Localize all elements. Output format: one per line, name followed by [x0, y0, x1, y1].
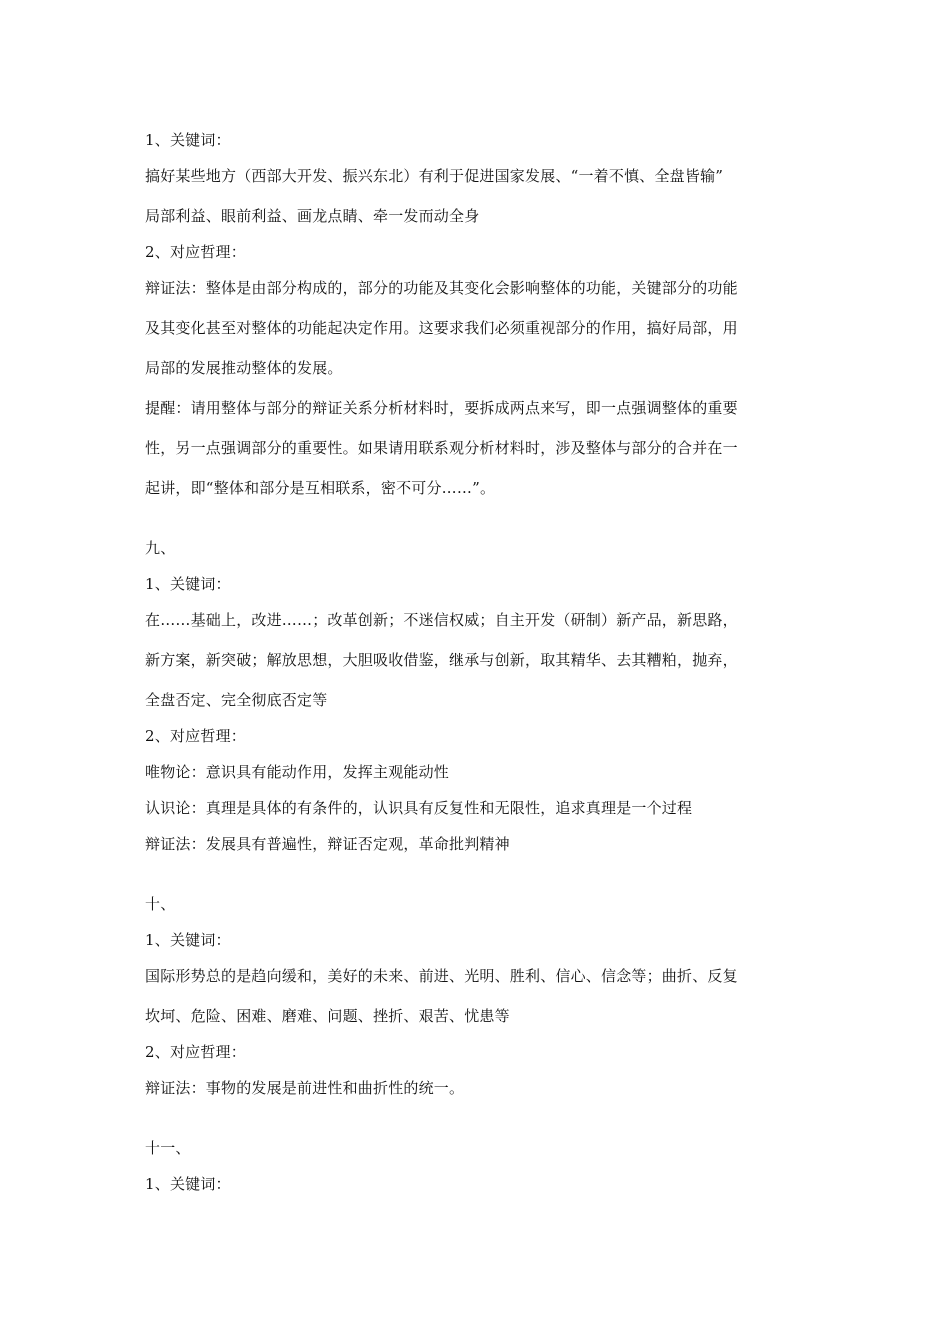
paragraph-line: 坎坷、危险、困难、磨难、问题、挫折、艰苦、忧患等	[145, 1007, 510, 1025]
paragraph-line: 辩证法：整体是由部分构成的，部分的功能及其变化会影响整体的功能，关键部分的功能	[145, 279, 738, 297]
paragraph-line: 辩证法：事物的发展是前进性和曲折性的统一。	[145, 1079, 465, 1097]
keyword-label: 1、关键词：	[145, 1175, 231, 1193]
keyword-label: 1、关键词：	[145, 575, 231, 593]
paragraph-line: 起讲，即“整体和部分是互相联系，密不可分……”。	[145, 479, 496, 497]
paragraph-line: 提醒：请用整体与部分的辩证关系分析材料时，要拆成两点来写，即一点强调整体的重要	[145, 399, 738, 417]
paragraph-line: 辩证法：发展具有普遍性，辩证否定观，革命批判精神	[145, 835, 510, 853]
section-heading: 十一、	[145, 1139, 191, 1157]
paragraph-line: 局部利益、眼前利益、画龙点睛、牵一发而动全身	[145, 207, 480, 225]
paragraph-line: 国际形势总的是趋向缓和，美好的未来、前进、光明、胜利、信心、信念等；曲折、反复	[145, 967, 738, 985]
keyword-label: 1、关键词：	[145, 131, 231, 149]
paragraph-line: 性，另一点强调部分的重要性。如果请用联系观分析材料时，涉及整体与部分的合并在一	[145, 439, 738, 457]
philosophy-label: 2、对应哲理：	[145, 727, 246, 745]
paragraph-line: 新方案，新突破；解放思想，大胆吸收借鉴，继承与创新，取其精华、去其糟粕，抛弃，	[145, 651, 738, 669]
paragraph-line: 唯物论：意识具有能动作用，发挥主观能动性	[145, 763, 450, 781]
keyword-label: 1、关键词：	[145, 931, 231, 949]
paragraph-line: 搞好某些地方（西部大开发、振兴东北）有利于促进国家发展、“一着不慎、全盘皆输”	[145, 167, 724, 185]
paragraph-line: 及其变化甚至对整体的功能起决定作用。这要求我们必须重视部分的作用，搞好局部，用	[145, 319, 738, 337]
section-heading: 九、	[145, 539, 176, 557]
philosophy-label: 2、对应哲理：	[145, 1043, 246, 1061]
paragraph-line: 认识论：真理是具体的有条件的，认识具有反复性和无限性，追求真理是一个过程	[145, 799, 693, 817]
paragraph-line: 在……基础上，改进……；改革创新；不迷信权威；自主开发（研制）新产品，新思路，	[145, 611, 738, 629]
paragraph-line: 全盘否定、完全彻底否定等	[145, 691, 328, 709]
section-heading: 十、	[145, 895, 176, 913]
philosophy-label: 2、对应哲理：	[145, 243, 246, 261]
paragraph-line: 局部的发展推动整体的发展。	[145, 359, 343, 377]
